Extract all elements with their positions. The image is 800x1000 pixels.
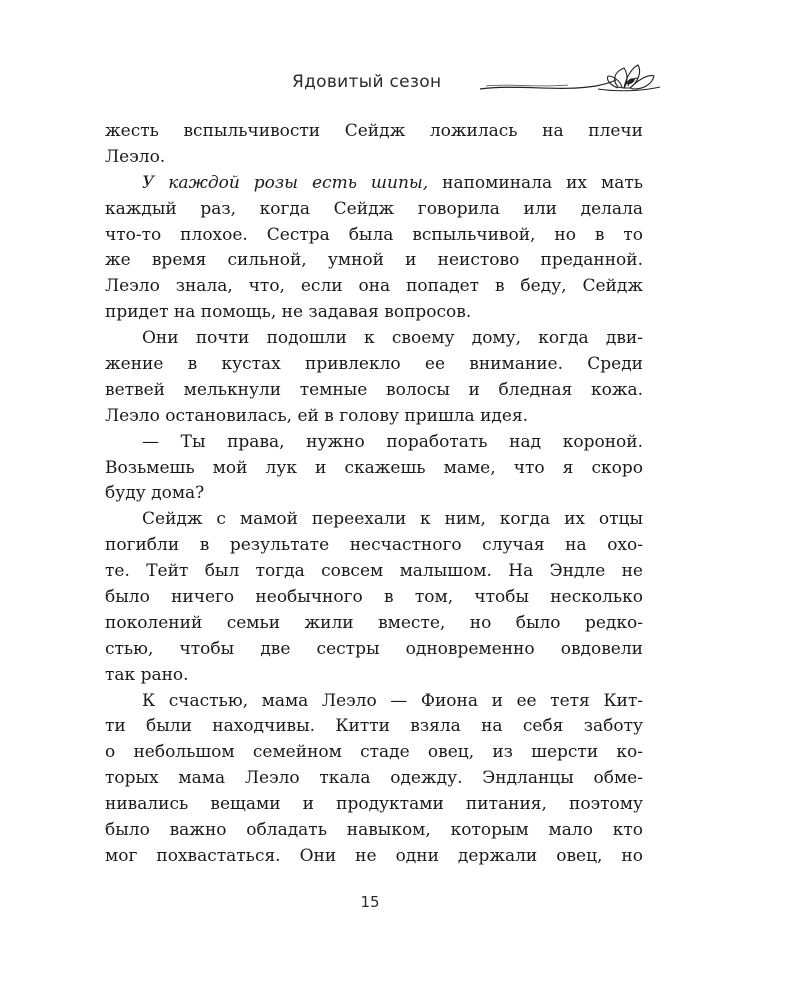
text-line: Леэло. [105, 146, 166, 167]
text-line: стью, чтобы две сестры одновременно овдовели [105, 638, 643, 659]
lotus-flower-icon [478, 62, 668, 98]
text-line: Леэло остановилась, ей в голову пришла идея. [105, 405, 529, 426]
text-line: же время сильной, умной и неистово преданной. [105, 250, 643, 271]
running-header [0, 62, 800, 102]
text-line: Они почти подошли к своему дому, когда дви- [142, 328, 643, 349]
text-line: Возьмешь мой лук и скажешь маме, что я скоро [105, 457, 643, 478]
book-title: Ядовитый сезон [292, 72, 442, 92]
text-line: мог похвастаться. Они не одни держали овец, но [105, 845, 643, 866]
text-line: было ничего необычного в том, чтобы несколько [105, 587, 643, 608]
text-line: было важно обладать навыком, которым мало кто [105, 820, 643, 841]
italic-phrase: У каждой розы есть шипы, [142, 172, 429, 193]
text-line: нивались вещами и продуктами питания, поэтому [105, 794, 643, 815]
text-line: придет на помощь, не задавая вопросов. [105, 302, 472, 323]
text-line: торых мама Леэло ткала одежду. Эндланцы обме- [105, 768, 643, 789]
text-line: Леэло знала, что, если она попадет в беду, Сейдж [105, 276, 643, 297]
text-line: буду дома? [105, 483, 205, 504]
text-line: К счастью, мама Леэло — Фиона и ее тетя Кит- [142, 690, 643, 711]
body-text [105, 119, 643, 870]
text-line [105, 171, 643, 197]
text-line: Сейдж с мамой переехали к ним, когда их отцы [142, 509, 643, 530]
text-line: жесть вспыльчивости Сейдж ложилась на плечи [105, 121, 643, 141]
text-line-rest: напоминала их мать [442, 172, 643, 193]
text-line: так рано. [105, 664, 189, 685]
text-line: ветвей мелькнули темные волосы и бледная кожа. [105, 379, 643, 400]
text-line: поколений семьи жили вместе, но было редко- [105, 612, 643, 633]
text-line: ти были находчивы. Китти взяла на себя заботу [105, 716, 643, 737]
page-number: 15 [360, 893, 380, 911]
text-line: о небольшом семейном стаде овец, из шерсти ко- [105, 742, 643, 763]
text-line: погибли в результате несчастного случая на охо- [105, 535, 643, 556]
text-line: — Ты права, нужно поработать над короной. [142, 431, 643, 452]
text-line: что-то плохое. Сестра была вспыльчивой, но в то [105, 224, 643, 245]
text-line: каждый раз, когда Сейдж говорила или делала [105, 198, 643, 219]
text-line: те. Тейт был тогда совсем малышом. На Эндле не [105, 561, 643, 582]
text-line: жение в кустах привлекло ее внимание. Среди [105, 354, 643, 375]
